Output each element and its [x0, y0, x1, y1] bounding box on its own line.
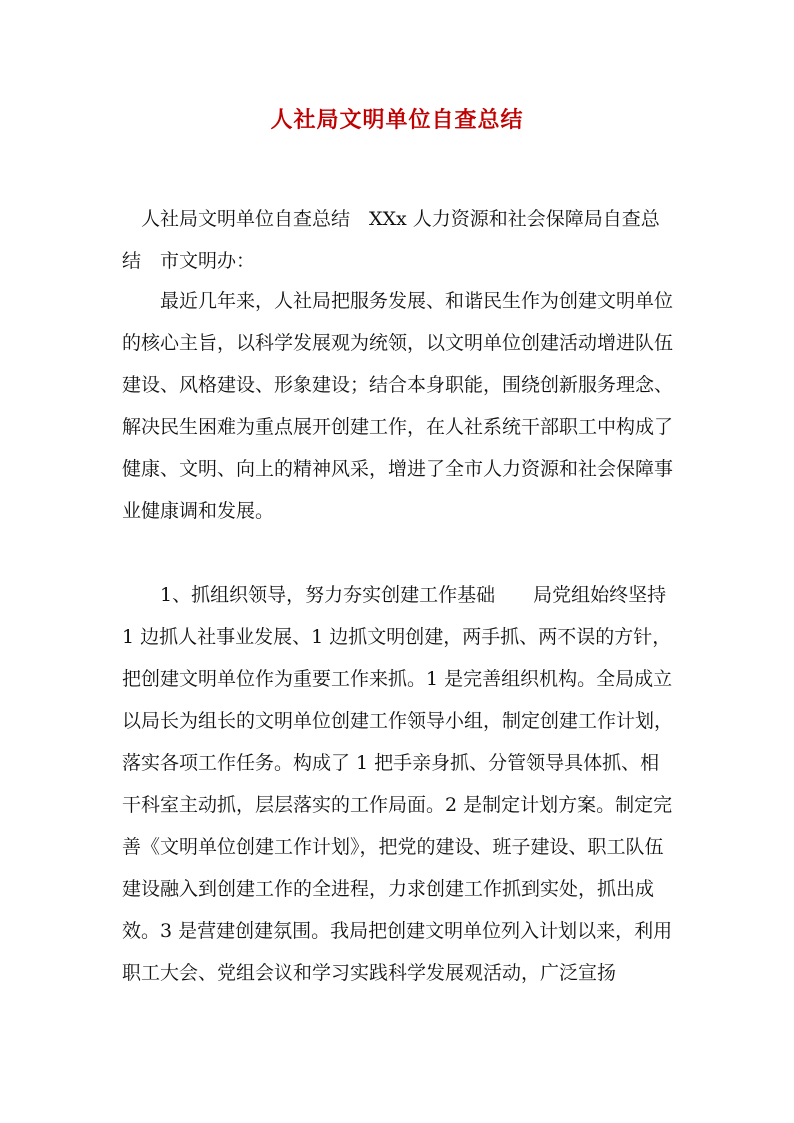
paragraph-text: 最近几年来，人社局把服务发展、和谐民生作为创建文明单位的核心主旨，以科学发展观为统领，以文明单位创建活动增进队伍建设、风格建设、形象建设；结合本身职能，围绕创新服务理念、解决民生困难为重点展开创建工作，在人社系统干部职工中构成了健康、文明、向上的精神风采，增进了全市人力资源和社会保障事业健康调和发展。	[122, 290, 674, 522]
paragraph-section-1	[122, 574, 678, 994]
paragraph-text: 1、抓组织领导，努力夯实创建工作基础 局党组始终坚持 1 边抓人社事业发展、1 边抓文明创建，两手抓、两不误的方针，把创建文明单位作为重要工作来抓。1 是完善组织机构。全局成立以局长为组长的文明单位创建工作领导小组，制定创建工作计划，落实各项工作任务。构成了 1 把手亲身抓、分管领导具体抓、相干科室主动抓，层层落实的工作局面。2 是制定计划方案。制定完善《文明单位创建工作计划》，把党的建设、班子建设、职工队伍建设融入到创建工作的全进程，力求创建工作抓到实处，抓出成效。3 是营建创建氛围。我局把创建文明单位列入计划以来，利用职工大会、党组会议和学习实践科学发展观活动，广泛宣扬	[122, 584, 674, 984]
document-title: 人社局文明单位自查总结	[270, 107, 524, 133]
paragraph-overview	[122, 280, 678, 532]
paragraph-intro	[122, 198, 678, 282]
paragraph-text: 人社局文明单位自查总结 XXx 人力资源和社会保障局自查总结 市文明办：	[122, 208, 660, 272]
